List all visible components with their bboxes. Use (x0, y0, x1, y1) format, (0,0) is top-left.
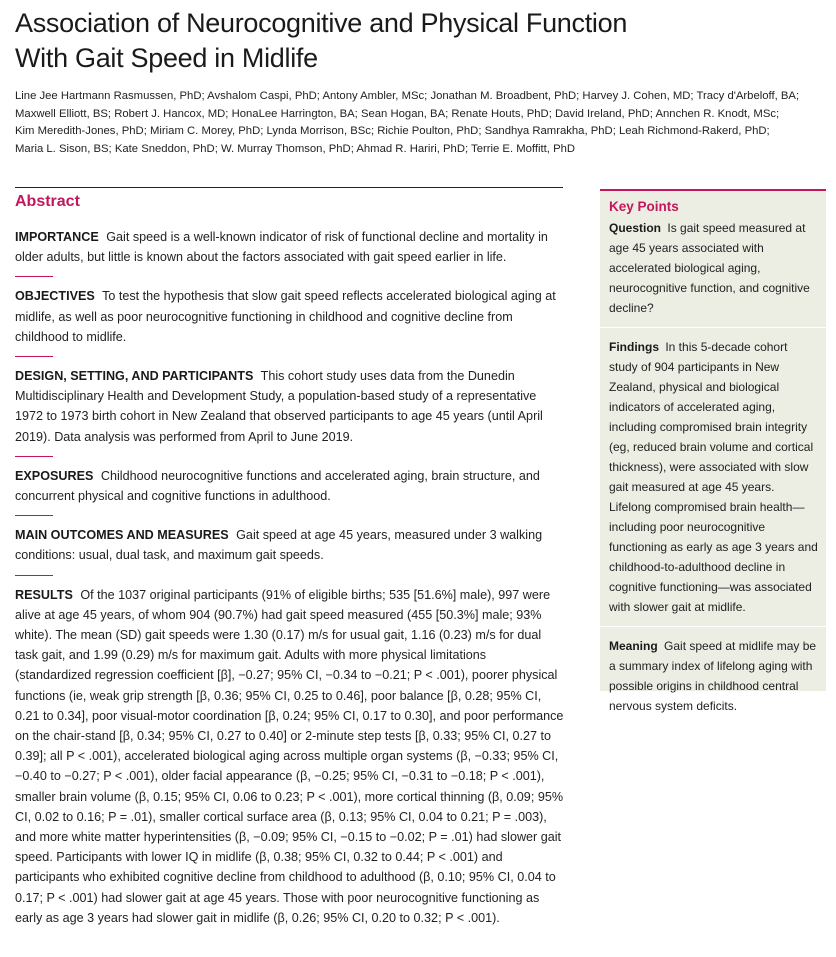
abstract-importance (15, 227, 565, 267)
section-text: To test the hypothesis that slow gait speed reflects accelerated biological aging at midlife, as well as poor neurocognitive functioning in childhood and cognitive decline from childhood to midlife. (15, 289, 556, 344)
section-divider (15, 515, 53, 516)
title-line-2: With Gait Speed in Midlife (15, 43, 318, 73)
abstract-exposures (15, 466, 565, 506)
author-line: Line Jee Hartmann Rasmussen, PhD; Avshalom Caspi, PhD; Antony Ambler, MSc; Jonathan M. Broadbent, PhD; Harvey J. Cohen, MD; Tracy d'Arbeloff, BA; (15, 90, 800, 102)
key-point-text: Gait speed at midlife may be a summary index of lifelong aging with possible origins in childhood central nervous system deficits. (609, 639, 817, 713)
section-label: RESULTS (15, 587, 73, 602)
section-divider (15, 575, 53, 576)
section-divider (15, 276, 53, 277)
section-text: Childhood neurocognitive functions and accelerated aging, brain structure, and concurrent physical and cognitive functions in adulthood. (15, 468, 540, 504)
key-point-label: Meaning (609, 639, 658, 653)
section-divider (15, 356, 53, 357)
key-points-divider (600, 327, 826, 328)
key-point-label: Findings (609, 340, 659, 354)
key-point-text: Is gait speed measured at age 45 years associated with accelerated biological aging, neurocognitive function, and cognitive decline? (609, 221, 810, 315)
section-text: Gait speed at age 45 years, measured under 3 walking conditions: usual, dual task, and maximum gait speeds. (15, 528, 543, 563)
author-line: Maxwell Elliott, BS; Robert J. Hancox, MD; HonaLee Harrington, BA; Sean Hogan, BA; Renate Houts, PhD; David Ireland, PhD; Annchen R. Knodt, MSc; (15, 107, 780, 120)
abstract-design (15, 366, 565, 447)
section-text: This cohort study uses data from the Dunedin Multidisciplinary Health and Development Study, a population-based study of a representative 1972 to 1973 birth cohort in New Zealand that observed participants to age 45 years (until April 2019). Data analysis was performed from April to June 2019. (15, 369, 543, 444)
article-title (15, 6, 715, 76)
key-point-findings (609, 337, 818, 617)
key-point-label: Question (609, 221, 662, 235)
section-label: EXPOSURES (15, 468, 94, 483)
section-label: DESIGN, SETTING, AND PARTICIPANTS (15, 369, 254, 384)
key-point-meaning (609, 636, 818, 716)
author-line: Maria L. Sison, BS; Kate Sneddon, PhD; W. Murray Thomson, PhD; Ahmad R. Hariri, PhD; Terrie E. Moffitt, PhD (15, 142, 576, 155)
section-divider (15, 456, 53, 457)
key-point-question (609, 218, 818, 318)
abstract-heading: Abstract (15, 193, 80, 210)
section-label: OBJECTIVES (15, 289, 95, 304)
author-line: Kim Meredith-Jones, PhD; Miriam C. Morey, PhD; Lynda Morrison, BSc; Richie Poulton, PhD; Sandhya Ramrakha, PhD; Leah Richmond-Rakerd, PhD; (15, 125, 770, 137)
abstract-top-rule (15, 187, 563, 188)
abstract-results (15, 585, 565, 928)
abstract-objectives (15, 286, 565, 347)
title-line-1: Association of Neurocognitive and Physical Function (15, 8, 628, 38)
key-points-box (600, 189, 826, 713)
section-label: MAIN OUTCOMES AND MEASURES (15, 528, 229, 543)
section-label: IMPORTANCE (15, 230, 99, 244)
section-text: Gait speed is a well-known indicator of risk of functional decline and mortality in older adults, but little is known about the factors associated with gait speed earlier in life. (15, 230, 548, 265)
abstract-outcomes (15, 525, 565, 565)
key-points-heading: Key Points (609, 199, 679, 214)
key-point-text: In this 5-decade cohort study of 904 participants in New Zealand, physical and biological indicators of accelerated aging, including compromised brain integrity (eg, reduced brain volume and cortical thickness), were associated with slow gait measured at age 45 years. Lifelong compromised brain health—including poor neurocognitive functioning as early as age 3 years and childhood-to-adulthood decline in cognitive functioning—was associated with slower gait at midlife. (609, 340, 818, 614)
section-text: Of the 1037 original participants (91% of eligible births; 535 [51.6%] male), 997 were alive at age 45 years, of whom 904 (90.7%) had gait speed measured (455 [50.3%] male; 93% white). The mean (SD) gait speeds were 1.30 (0.17) m/s for usual gait, 1.16 (0.23) m/s for dual task gait, and 1.99 (0.29) m/s for maximum gait. Adults with more physical limitations (standardized regression coefficient [β], −0.27; 95% CI, −0.34 to −0.21; P < .001), poorer physical functions (ie, weak grip strength [β, 0.36; 95% CI, 0.25 to 0.46], poor balance [β, 0.28; 95% CI, 0.21 to 0.34], poor visual-motor coordination [β, 0.24; 95% CI, 0.17 to 0.30], and poor performance on the chair-stand [β, 0.34; 95% CI, 0.27 to 0.40] or 2-minute step tests [β, 0.33; 95% CI, 0.27 to 0.39]; all P < .001), accelerated biological aging across multiple organ systems (β, −0.33; 95% CI, −0.40 to −0.27; P < .001), older facial appearance (β, −0.25; 95% CI, −0.31 to −0.18; P < .001), smaller brain volume (β, 0.15; 95% CI, 0.06 to 0.23; P < .001), more cortical thinning (β, 0.09; 95% CI, 0.02 to 0.16; P = .01), smaller cortical surface area (β, 0.13; 95% CI, 0.04 to 0.21; P = .003), and more white matter hyperintensities (β, −0.09; 95% CI, −0.15 to −0.02; P = .01) had slower gait speed. Participants with lower IQ in midlife (β, 0.38; 95% CI, 0.32 to 0.44; P < .001) and participants who exhibited cognitive decline from childhood to adulthood (β, 0.10; 95% CI, 0.04 to 0.17; P < .001) had slower gait at age 45 years. Those with poor neurocognitive functioning as early as age 3 years had slower gait in midlife (β, 0.26; 95% CI, 0.20 to 0.32; P < .001). (15, 587, 564, 925)
author-list (15, 88, 800, 158)
key-points-divider (600, 626, 826, 627)
abstract-body (15, 227, 565, 928)
